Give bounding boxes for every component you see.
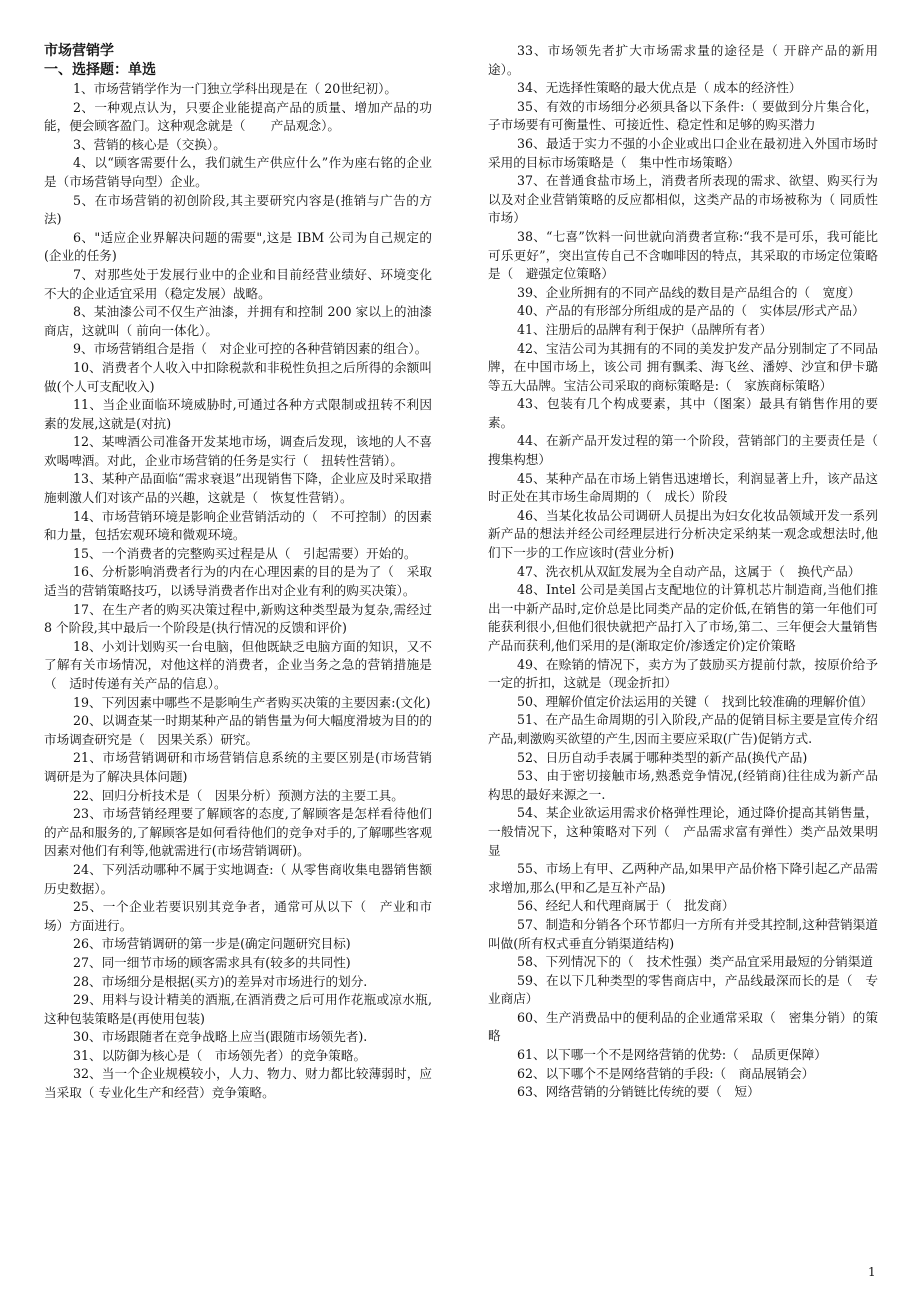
question-item: 16、分析影响消费者行为的内在心理因素的目的是为了（ 采取适当的营销策略技巧，以诱导消费者作出对企业有利的购买决策）。 (44, 564, 432, 599)
question-item: 62、以下哪个不是网络营销的手段:（ 商品展销会） (516, 1065, 815, 1081)
question-item: 61、以下哪一个不是网络营销的优势:（ 品质更保障） (516, 1047, 827, 1063)
question-item: 57、制造和分销各个环节都归一方所有并受其控制,这种营销渠道叫做(所有权式垂直分销渠道结构) (488, 916, 878, 951)
section-heading: 一、选择题：单选 (44, 62, 156, 78)
question-item: 52、日历自动手表属于哪种类型的新产品(换代产品) (516, 749, 808, 765)
question-item: 51、在产品生命周期的引入阶段,产品的促销目标主要是宣传介绍产品,刺激购买欲望的产生,因而主要应采取(广告)促销方式. (488, 712, 878, 746)
question-item: 47、洗衣机从双缸发展为全自动产品，这属于（ 换代产品） (516, 563, 861, 579)
question-item: 4、以“顾客需要什么，我们就生产供应什么”作为座右铭的企业是（市场营销导向型）企业。 (44, 155, 432, 189)
question-item: 11、当企业面临环境威胁时,可通过各种方式限制或扭转不利因素的发展,这就是(对抗) (44, 397, 432, 431)
question-item: 30、市场跟随者在竞争战略上应当(跟随市场领先者). (72, 1029, 368, 1045)
question-item: 46、当某化妆品公司调研人员提出为妇女化妆品领域开发一系列新产品的想法并经公司经理层进行分析决定采纳某一观念或想法时,他们下一步的工作应该时(营业分析) (488, 507, 878, 561)
question-item: 42、宝洁公司为其拥有的不同的美发护发产品分别制定了不同品牌，在中国市场上，该公司 拥有飘柔、海飞丝、潘婷、沙宣和伊卡璐等五大品牌。宝洁公司采取的商标策略是:（ 家族商标策略） (488, 340, 878, 393)
question-item: 13、某种产品面临“需求衰退”出现销售下降，企业应及时采取措施刺激人们对该产品的兴趣，这就是（ 恢复性营销）。 (44, 471, 432, 506)
question-item: 54、某企业欲运用需求价格弹性理论，通过降价提高其销售量，一般情况下，这种策略对下列（ 产品需求富有弹性）类产品效果明显 (488, 805, 878, 858)
question-item: 7、对那些处于发展行业中的企业和目前经营业绩好、环境变化不大的企业适宜采用（稳定发展）战略。 (44, 266, 432, 301)
question-item: 37、在普通食盐市场上，消费者所表现的需求、欲望、购买行为以及对企业营销策略的反应都相似，这类产品的市场被称为（ 同质性市场） (488, 173, 878, 226)
question-item: 56、经纪人和代理商属于（ 批发商） (516, 898, 735, 914)
right-question-list (488, 42, 891, 1102)
question-item: 36、最适于实力不强的小企业或出口企业在最初进入外国市场时采用的目标市场策略是（ 集中性市场策略） (488, 135, 878, 170)
question-item: 5、在市场营销的初创阶段,其主要研究内容是(推销与广告的方法) (44, 192, 432, 227)
question-item: 59、在以下几种类型的零售商店中，产品线最深而长的是（ 专业商店） (488, 972, 878, 1007)
page-number: 1 (868, 1265, 876, 1279)
question-item: 41、注册后的品牌有利于保护（品牌所有者） (516, 321, 773, 337)
question-item: 34、无选择性策略的最大优点是（ 成本的经济性） (516, 80, 802, 96)
document-title: 市场营销学 (44, 43, 114, 59)
question-item: 39、企业所拥有的不同产品线的数目是产品组合的（ 宽度） (516, 284, 861, 300)
question-item: 32、当一个企业规模较小，人力、物力、财力都比较薄弱时，应当采取（ 专业化生产和经营）竞争策略。 (44, 1066, 432, 1101)
question-item: 22、回归分析技术是（ 因果分析）预测方法的主要工具。 (72, 787, 404, 803)
question-item: 45、某种产品在市场上销售迅速增长，利润显著上升，该产品这时正处在其市场生命周期的（ 成长）阶段 (488, 470, 878, 505)
question-item: 43、包装有几个构成要素，其中（图案）最具有销售作用的要素。 (488, 396, 878, 430)
question-item: 40、产品的有形部分所组成的是产品的（ 实体层/形式产品） (516, 303, 865, 319)
question-item: 14、市场营销环境是影响企业营销活动的（ 不可控制）的因素和力量，包括宏观环境和微观环境。 (44, 508, 432, 543)
question-item: 17、在生产者的购买决策过程中,新购这种类型最为复杂,需经过 8 个阶段,其中最后一个阶段是(执行情况的反馈和评价) (44, 601, 432, 636)
question-item: 23、市场营销经理要了解顾客的态度,了解顾客是怎样看待他们的产品和服务的,了解顾客是如何看待他们的竞争对手的,了解哪些客观因素对他们有利等,他就需进行(市场营销调研)。 (44, 806, 432, 859)
question-item: 2、一种观点认为，只要企业能提高产品的质量、增加产品的功能，便会顾客盈门。这种观念就是（ 产品观念）。 (44, 99, 432, 134)
question-item: 25、一个企业若要识别其竞争者，通常可从以下（ 产业和市场）方面进行。 (44, 899, 432, 933)
question-item: 12、某啤酒公司准备开发某地市场，调查后发现，该地的人不喜欢喝啤酒。对此，企业市场营销的任务是实行（ 扭转性营销）。 (44, 434, 432, 468)
question-item: 24、下列活动哪种不属于实地调查:（ 从零售商收集电器销售额历史数据）。 (44, 861, 432, 896)
question-item: 55、市场上有甲、乙两种产品,如果甲产品价格下降引起乙产品需求增加,那么(甲和乙是互补产品) (488, 861, 878, 895)
right-column (488, 42, 891, 1102)
question-item: 38、“七喜”饮料一问世就向消费者宣称:“我不是可乐，我可能比可乐更好”，突出宣传自己不含咖啡因的特点，其采取的市场定位策略是（ 避强定位策略） (488, 228, 878, 282)
question-item: 8、某油漆公司不仅生产油漆，并拥有和控制 200 家以上的油漆商店，这就叫（ 前向一体化）。 (44, 304, 432, 338)
question-item: 53、由于密切接触市场,熟悉竞争情况,(经销商)往往成为新产品构思的最好来源之一. (488, 768, 878, 802)
left-question-list (44, 80, 432, 1103)
question-item: 48、Intel 公司是美国占支配地位的计算机芯片制造商,当他们推出一中新产品时,定价总是比同类产品的定价低,在销售的第一年他们可能获利很小,但他们很快就把产品打入了市场,第二、三年便会大量销售产品而获利,他们采用的是(渐取定价/渗透定价)定价策略 (488, 582, 878, 653)
question-item: 33、市场领先者扩大市场需求量的途径是（ 开辟产品的新用途）。 (488, 43, 878, 77)
question-item: 28、市场细分是根据(买方)的差异对市场进行的划分. (72, 973, 368, 989)
question-item: 18、小刘计划购买一台电脑，但他既缺乏电脑方面的知识，又不了解有关市场情况，对他这样的消费者，企业当务之急的营销措施是（ 适时传递有关产品的信息）。 (44, 638, 432, 691)
question-item: 9、市场营销组合是指（ 对企业可控的各种营销因素的组合）。 (72, 341, 428, 357)
question-item: 15、一个消费者的完整购买过程是从（ 引起需要）开始的。 (72, 545, 417, 561)
question-item: 60、生产消费品中的便利品的企业通常采取（ 密集分销）的策略 (488, 1009, 878, 1044)
question-item: 44、在新产品开发过程的第一个阶段，营销部门的主要责任是（ 搜集构想） (488, 433, 891, 468)
question-item: 58、下列情况下的（ 技术性强）类产品宜采用最短的分销渠道 (516, 954, 874, 970)
question-item: 3、营销的核心是（交换）。 (72, 136, 226, 152)
question-item: 20、以调查某一时期某种产品的销售量为何大幅度滑坡为目的的 市场调查研究是（ 因果关系）研究。 (44, 713, 432, 747)
question-item: 1、市场营销学作为一门独立学科出现是在（ 20世纪初）。 (72, 81, 397, 96)
question-item: 49、在赊销的情况下，卖方为了鼓励买方提前付款，按原价给予一定的折扣，这就是（现金折扣） (488, 656, 878, 691)
question-item: 31、以防御为核心是（ 市场领先者）的竞争策略。 (72, 1047, 367, 1063)
question-item: 50、理解价值定价法运用的关键（ 找到比较准确的理解价值） (516, 693, 874, 709)
question-item: 35、有效的市场细分必须具备以下条件:（ 要做到分片集合化，子市场要有可衡量性、可接近性、稳定性和足够的购买潜力 (488, 98, 878, 133)
question-item: 21、市场营销调研和市场营销信息系统的主要区别是(市场营销调研是为了解决具体问题) (44, 750, 432, 784)
question-item: 29、用料与设计精美的酒瓶,在酒消费之后可用作花瓶或凉水瓶,这种包装策略是(再使用包装) (44, 992, 432, 1026)
question-item: 19、下列因素中哪些不是影响生产者购买决策的主要因素:(文化) (72, 694, 431, 710)
question-item: 63、网络营销的分销链比传统的要（ 短） (516, 1084, 760, 1100)
question-item: 26、市场营销调研的第一步是(确定问题研究目标) (72, 936, 351, 952)
question-item: 27、同一细节市场的顾客需求具有(较多的共同性) (72, 954, 351, 970)
question-item: 10、消费者个人收入中扣除税款和非税性负担之后所得的余额叫做(个人可支配收入) (44, 359, 432, 394)
left-column (44, 42, 432, 1103)
question-item: 6、"适应企业界解决问题的需要",这是 IBM 公司为自己规定的(企业的任务) (44, 229, 432, 264)
